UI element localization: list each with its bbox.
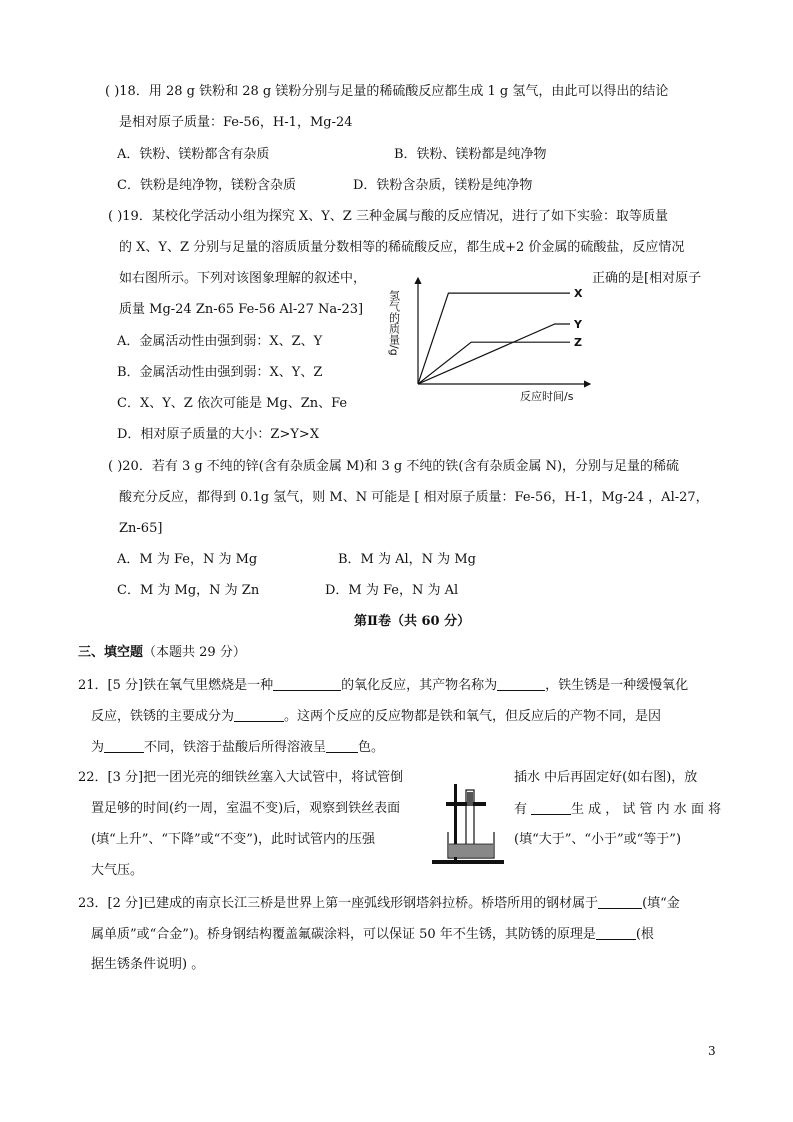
series-label-x: X — [574, 287, 583, 301]
q23-text4: (根 — [635, 927, 654, 942]
q20-option-a: A．M 为 Fe，N 为 Mg — [117, 552, 258, 567]
q21-text4: 反应，铁锈的主要成分为 — [91, 709, 235, 724]
q22-blank1[interactable] — [531, 800, 571, 815]
q23-text2: (填“金 — [642, 896, 680, 911]
q22-line3b: (填“大于”、“小于”或“等于”) — [514, 832, 682, 847]
q21-text5: 。这两个反应的反应物都是铁和氧气，但反应后的产物不同，是因 — [284, 709, 662, 724]
q19-option-c: C．X、Y、Z 依次可能是 Mg、Zn、Fe — [117, 396, 348, 411]
q21-blank5[interactable] — [326, 738, 358, 753]
q22-line4: 大气压。 — [91, 863, 144, 878]
q21-text1: 21．[5 分]铁在氧气里燃烧是一种 — [78, 678, 274, 693]
series-line-y — [418, 324, 570, 384]
page-number: 3 — [708, 1044, 716, 1058]
q19-line2: 的 X、Y、Z 分别与足量的溶质质量分数相等的稀硫酸反应，都生成+2 价金属的硫酸盐，反应情况 — [119, 240, 685, 255]
q18-line2: 是相对原子质量：Fe-56，H-1，Mg-24 — [119, 115, 353, 130]
q19-option-a: A．金属活动性由强到弱：X、Z、Y — [117, 334, 323, 349]
series-line-x — [418, 293, 570, 384]
q21-blank4[interactable] — [104, 738, 144, 753]
q18-option-a: A．铁粉、镁粉都含有杂质 — [117, 147, 270, 162]
q19-option-d: D．相对原子质量的大小：Z>Y>X — [117, 427, 320, 442]
q18-option-d: D．铁粉含杂质，镁粉是纯净物 — [353, 178, 533, 193]
q19-line3a: 如右图所示。下列对该图象理解的叙述中， — [119, 271, 367, 286]
q21-line1 — [78, 676, 688, 695]
q19-line1: ( )19．某校化学活动小组为探究 X、Y、Z 三种金属与酸的反应情况，进行了如下实验：取等质量 — [108, 209, 668, 224]
q21-line2 — [91, 707, 661, 726]
q22-line1a: 22．[3 分]把一团光亮的细铁丝塞入大试管中，将试管倒 — [78, 770, 404, 785]
q23-text1: 23．[2 分]已建成的南京长江三桥是世界上第一座弧线形钢塔斜拉桥。桥塔所用的钢材属于 — [78, 896, 599, 911]
q21-text7: 不同，铁溶于盐酸后所得溶液呈 — [144, 740, 327, 755]
q22-line3a: (填“上升”、“下降”或“不变”)，此时试管内的压强 — [91, 832, 376, 847]
q23-line2 — [91, 925, 654, 944]
q22-text-you: 有 — [514, 802, 528, 817]
part2-title: 第Ⅱ卷（共 60 分） — [354, 614, 471, 629]
q21-text3: ，铁生锈是一种缓慢氧化 — [545, 678, 689, 693]
section3-title: 三、填空题 — [78, 645, 144, 660]
q21-blank1[interactable] — [273, 676, 341, 691]
q22-line1b: 插水 中后再固定好(如右图)，放 — [514, 770, 698, 785]
q23-blank2[interactable] — [596, 925, 636, 940]
q23-line3: 据生锈条件说明) 。 — [91, 957, 205, 972]
q22-text-sheng: 生 成 ， 试 管 内 水 面 将 — [571, 802, 722, 817]
q21-blank2[interactable] — [497, 676, 545, 691]
chart-x-label: 反应时间/s — [520, 390, 574, 403]
q21-text2: 的氧化反应，其产物名称为 — [341, 678, 498, 693]
series-label-z: Z — [574, 336, 582, 350]
hydrogen-mass-chart — [387, 272, 600, 412]
q20-option-d: D．M 为 Fe，N 为 Al — [325, 583, 459, 598]
q21-line3 — [91, 738, 384, 757]
q21-text8: 色。 — [358, 740, 385, 755]
q20-option-b: B．M 为 Al，N 为 Mg — [338, 552, 476, 567]
q21-text6: 为 — [91, 740, 105, 755]
q19-line3b: 正确的是[相对原子 — [592, 271, 702, 286]
q18-option-c: C．铁粉是纯净物，镁粉含杂质 — [117, 178, 296, 193]
q22-line2b — [514, 800, 721, 819]
q23-text3: 属单质”或“合金”)。桥身钢结构覆盖氟碳涂料，可以保证 50 年不生锈，其防锈的原理是 — [91, 927, 596, 942]
q22-line2a: 置足够的时间(约一周，室温不变)后，观察到铁丝表面 — [91, 801, 401, 816]
q20-option-c: C．M 为 Mg，N 为 Zn — [117, 583, 260, 598]
section3-note: （本题共 29 分） — [143, 645, 246, 660]
q23-line1 — [78, 894, 680, 913]
section3-header — [78, 644, 246, 662]
series-label-y: Y — [574, 318, 582, 331]
q19-option-b: B．金属活动性由强到弱：X、Y、Z — [117, 365, 323, 380]
q18-option-b: B．铁粉、镁粉都是纯净物 — [394, 147, 547, 162]
q18-line1: ( )18．用 28 g 铁粉和 28 g 镁粉分别与足量的稀硫酸反应都生成 1 g 氢气，由此可以得出的结论 — [105, 84, 669, 99]
series-line-z — [418, 342, 570, 384]
chart-y-label: 氢气的质量/g — [387, 290, 401, 356]
q20-line3: Zn-65] — [119, 521, 163, 536]
q20-line1: ( )20．若有 3 g 不纯的锌(含有杂质金属 M)和 3 g 不纯的铁(含有杂质金属 N)，分别与足量的稀硫 — [108, 459, 680, 474]
test-tube-apparatus-figure — [428, 780, 508, 866]
q21-blank3[interactable] — [234, 707, 284, 722]
q20-line2: 酸充分反应，都得到 0.1g 氢气，则 M、N 可能是 [ 相对原子质量：Fe-56，H-1，Mg-24 ，Al-27， — [119, 490, 709, 505]
q23-blank1[interactable] — [598, 894, 642, 909]
q19-line4: 质量 Mg-24 Zn-65 Fe-56 Al-27 Na-23] — [119, 302, 364, 317]
